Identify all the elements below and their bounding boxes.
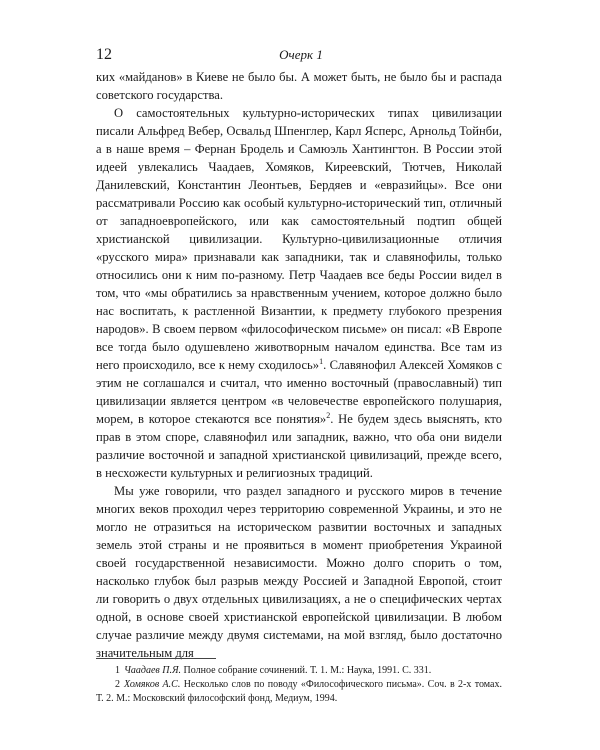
running-head: Очерк 1 xyxy=(279,47,323,62)
footnote-ref-2: 2 xyxy=(326,410,331,420)
footnote-1-author: Чаадаев П.Я. xyxy=(124,665,182,676)
paragraph-2-part-c: . Не будем здесь выяснять, кто прав в этом споре, славянофил или западник, важно, что оба они видели различие восточной и западной христианской цивилизаций, прежде всего, в несхожести культурных и религиозных традиций. xyxy=(96,412,502,480)
footnote-2-text: Несколько слов по поводу «Философического письма». Соч. в 2-х томах. Т. 2. М.: Московский философский фонд, Медиум, 1994. xyxy=(96,679,502,704)
footnote-1-number: 1 xyxy=(115,665,120,676)
page-header xyxy=(96,46,506,66)
paragraph-2 xyxy=(96,104,502,482)
body-text xyxy=(96,68,502,662)
paragraph-1: ких «майданов» в Киеве не было бы. А может быть, не было бы и распада советского государства. xyxy=(96,70,502,102)
footnotes xyxy=(96,664,502,706)
footnote-2 xyxy=(96,678,502,706)
paragraph-2-part-a: О самостоятельных культурно-исторических типах цивилизации писали Альфред Вебер, Освальд Шпенглер, Карл Ясперс, Арнольд Тойнби, а в наше время – Фернан Бродель и Самюэль Хантингтон. В России этой идеей увлекались Чаадаев, Хомяков, Киреевский, Тютчев, Николай Данилевский, Константин Леонтьев, Бердяев и «евразийцы». Все они рассматривали Россию как особый культурно-исторический тип, отличный от западноевропейского, или как самостоятельный подтип общей христианской цивилизации. Культурно-цивилизационные отличия «русского мира» признавали как западники, так и славянофилы, только относились они к ним по-разному. Петр Чаадаев все беды России видел в том, что «мы обратились за нравственным учением, которое должно было нас воспитать, к растленной Византии, к предмету глубокого презрения народов». В своем первом «философическом письме» он писал: «В Европе все тогда было одушевлено животворным началом единства. Все там из него происходило, все к нему сходилось» xyxy=(96,106,502,372)
footnote-divider xyxy=(96,658,216,659)
paragraph-3: Мы уже говорили, что раздел западного и русского миров в течение многих веков проходил через территорию современной Украины, и это не могло не отразиться на историческом развитии восточных и западных земель этой страны и не проявиться в момент приобретения Украиной своей государственной независимости. Можно долго спорить о том, насколько глубок был разрыв между Россией и Западной Европой, стоит ли говорить о двух отдельных цивилизациях, а не о специфических чертах одной, в основе своей христианской европейской цивилизации. В любом случае различие между двумя системами, на мой взгляд, было достаточно значительным для xyxy=(96,484,502,660)
paragraph-2-part-b: . Славянофил Алексей Хомяков с этим не соглашался и считал, что именно восточный (православный) тип цивилизации является центром «в человечестве европейского полушария, морем, в которое стекаются все понятия» xyxy=(96,358,502,426)
page-number: 12 xyxy=(96,46,112,63)
footnote-2-number: 2 xyxy=(115,679,120,690)
footnote-1-text: Полное собрание сочинений. Т. 1. М.: Наука, 1991. С. 331. xyxy=(181,665,432,676)
footnote-ref-1: 1 xyxy=(319,356,324,366)
footnote-1 xyxy=(96,664,502,678)
footnote-2-author: Хомяков А.С. xyxy=(124,679,181,690)
